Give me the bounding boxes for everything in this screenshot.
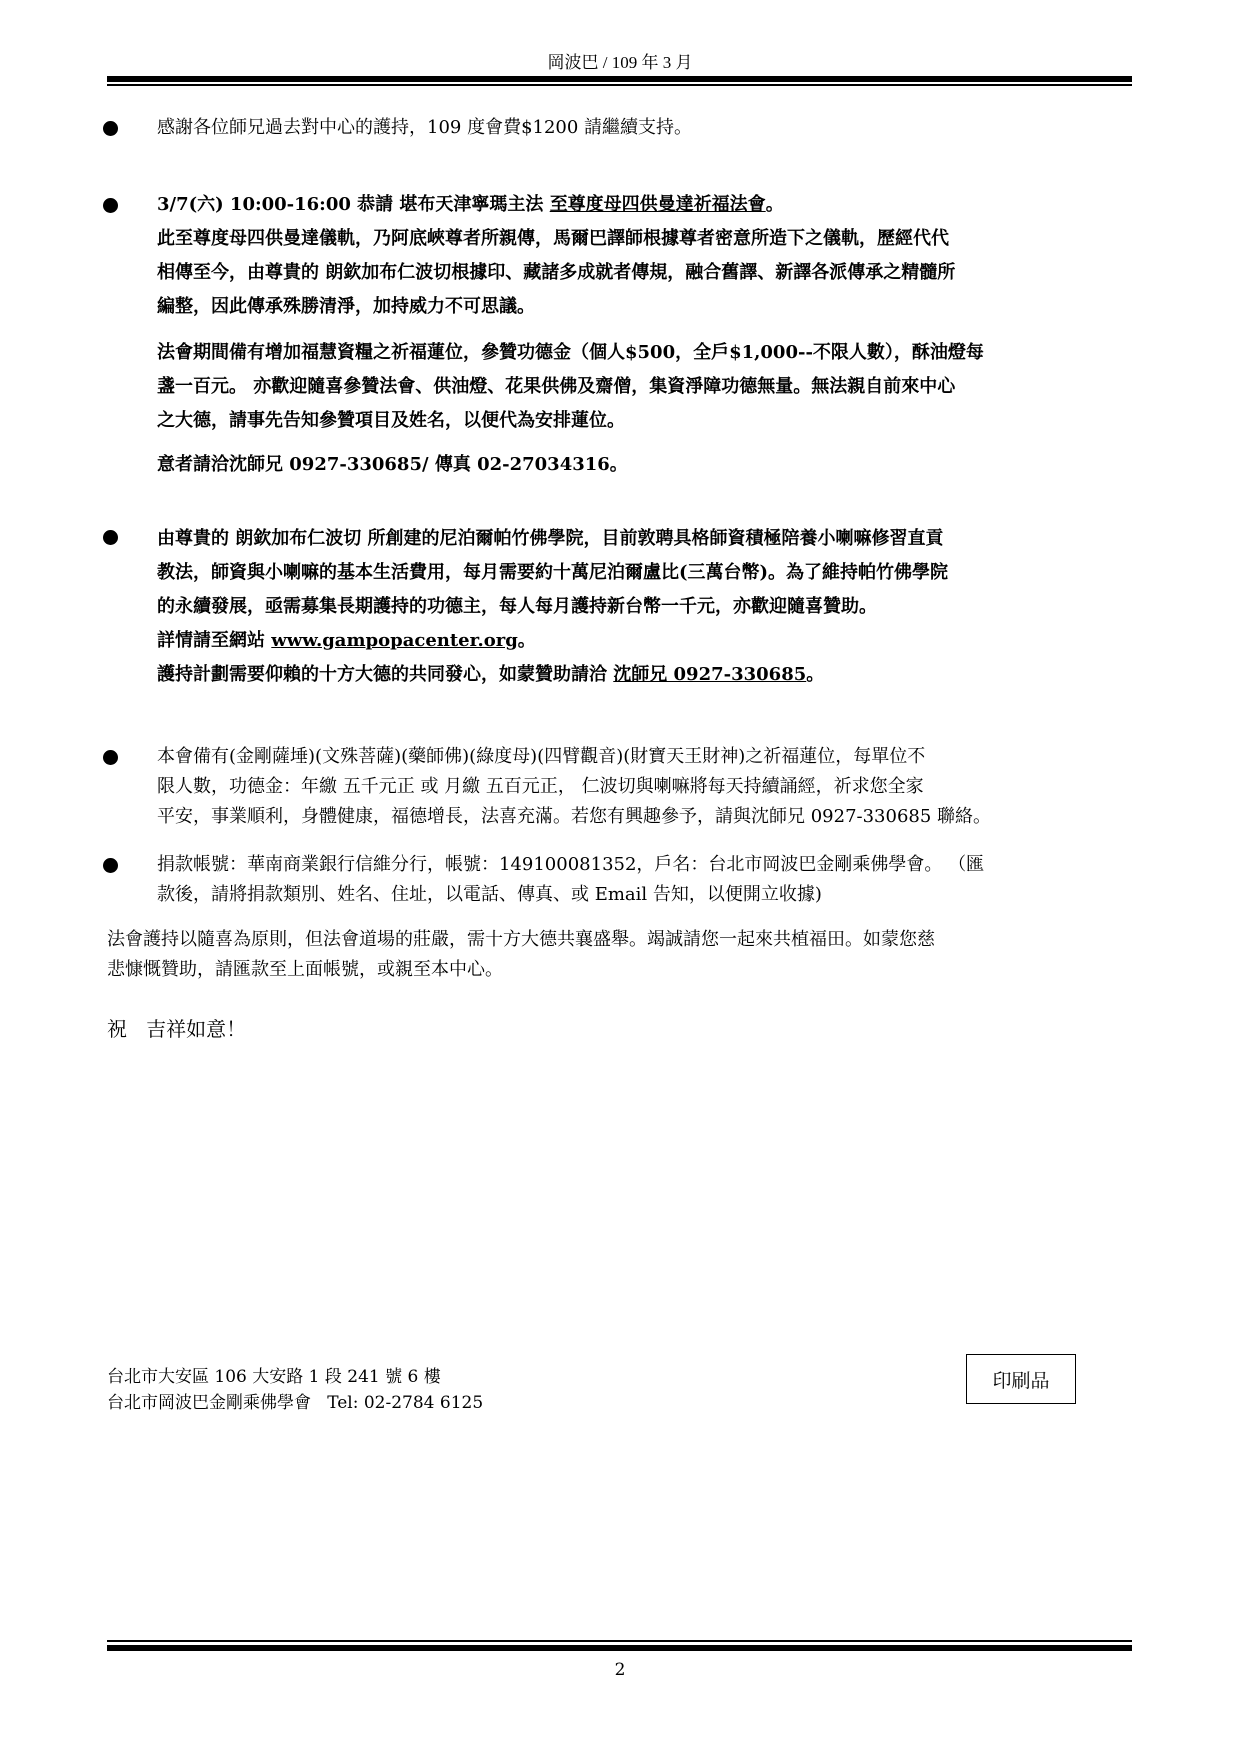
closing-line: 悲慷慨贊助，請匯款至上面帳號，或親至本中心。 (107, 959, 503, 980)
footer-address: 台北市大安區 106 大安路 1 段 241 號 6 樓 (107, 1367, 441, 1387)
website-prefix: 詳情請至網站 (157, 630, 272, 651)
fee-text: 感謝各位師兄過去對中心的護持，109 度會費$1200 請繼續支持。 (157, 117, 693, 138)
donation-line: 捐款帳號：華南商業銀行信維分行，帳號：149100081352，戶名：台北市岡波巴金剛乘佛學會。 （匯 (157, 854, 985, 875)
page-number: 2 (614, 1660, 626, 1680)
bullet-lotus (103, 750, 118, 765)
lotus-paragraph (157, 742, 1162, 832)
support-suffix: 。 (806, 664, 825, 685)
page-header: 岡波巴 / 109 年 3 月 (547, 53, 693, 72)
puja-title (157, 190, 1162, 220)
puja-p1-line: 編整，因此傳承殊勝清淨，加持威力不可思議。 (157, 296, 535, 317)
puja-paragraph-1 (157, 222, 1162, 324)
puja-p2-line: 之大德，請事先告知參贊項目及姓名，以便代為安排蓮位。 (157, 410, 625, 431)
header-rule-thick (107, 76, 1132, 82)
college-website-line (157, 624, 1162, 658)
lotus-line: 限人數，功德金：年繳 五千元正 或 月繳 五百元正， 仁波切與喇嘛將每天持續誦經，祈求您全家 (157, 776, 924, 797)
puja-p2-line: 法會期間備有增加福慧資糧之祈福蓮位，參贊功德金（個人$500，全戶$1,000--不限人數），酥油燈每 (157, 342, 984, 363)
blessing: 祝 吉祥如意！ (107, 1017, 247, 1041)
puja-p2-line: 盞一百元。 亦歡迎隨喜參贊法會、供油燈、花果供佛及齋僧，集資淨障功德無量。無法親自前來中心 (157, 376, 956, 397)
website-suffix: 。 (517, 630, 536, 651)
puja-title-suffix: 。 (765, 194, 784, 215)
puja-title-prefix: 3/7(六) 10:00-16:00 恭請 堪布天津寧瑪主法 (157, 194, 550, 215)
puja-contact (157, 448, 1162, 482)
bullet-fee (103, 121, 118, 136)
lotus-line: 本會備有(金剛薩埵)(文殊菩薩)(藥師佛)(綠度母)(四臂觀音)(財寶天王財神)之祈福蓮位，每單位不 (157, 746, 926, 767)
footer-org: 台北市岡波巴金剛乘佛學會 Tel: 02-2784 6125 (107, 1393, 484, 1413)
closing-line: 法會護持以隨喜為原則，但法會道場的莊嚴，需十方大德共襄盛舉。竭誠請您一起來共植福田。如蒙您慈 (107, 929, 935, 950)
donation-paragraph (157, 850, 1162, 910)
puja-p1-line: 相傳至今，由尊貴的 朗欽加布仁波切根據印、藏諸多成就者傳規，融合舊譯、新譯各派傳承之精髓所 (157, 262, 956, 283)
bullet-puja (103, 198, 118, 213)
bullet-donation (103, 858, 118, 873)
college-support-line (157, 658, 1162, 692)
footer-rule-thick (107, 1645, 1132, 1651)
college-line: 由尊貴的 朗欽加布仁波切 所創建的尼泊爾帕竹佛學院，目前敦聘具格師資積極陪養小喇嘛修習直貢 (157, 528, 944, 549)
support-contact: 沈師兄 0927-330685 (613, 664, 807, 685)
footer-rule-thin (107, 1640, 1132, 1642)
puja-p1-line: 此至尊度母四供曼達儀軌，乃阿底峽尊者所親傳，馬爾巴譯師根據尊者密意所造下之儀軌，歷經代代 (157, 228, 949, 249)
college-line: 的永續發展，亟需募集長期護持的功德主，每人每月護持新台幣一千元，亦歡迎隨喜贊助。 (157, 596, 877, 617)
footer-address-block (107, 1364, 483, 1416)
college-paragraph (157, 522, 1162, 692)
lotus-line: 平安，事業順利，身體健康，福德增長，法喜充滿。若您有興趣參予，請與沈師兄 0927-330685 聯絡。 (157, 806, 992, 827)
closing-paragraph (107, 925, 1162, 985)
fee-paragraph (157, 113, 1162, 143)
college-line: 教法，師資與小喇嘛的基本生活費用，每月需要約十萬尼泊爾盧比(三萬台幣)。為了維持帕竹佛學院 (157, 562, 949, 583)
website-link[interactable]: www.gampopacenter.org (271, 630, 518, 651)
support-prefix: 護持計劃需要仰賴的十方大德的共同發心，如蒙贊助請洽 (157, 664, 614, 685)
donation-line: 款後，請將捐款類別、姓名、住址，以電話、傳真、或 Email 告知，以便開立收據) (157, 884, 822, 905)
puja-title-underlined: 至尊度母四供曼達祈福法會 (549, 194, 766, 215)
puja-contact-text: 意者請洽沈師兄 0927-330685/ 傳真 02-27034316。 (157, 454, 628, 475)
header-rule-thin (107, 84, 1132, 86)
printed-matter-stamp: 印刷品 (966, 1354, 1076, 1404)
puja-paragraph-2 (157, 336, 1162, 438)
bullet-college (103, 530, 118, 545)
